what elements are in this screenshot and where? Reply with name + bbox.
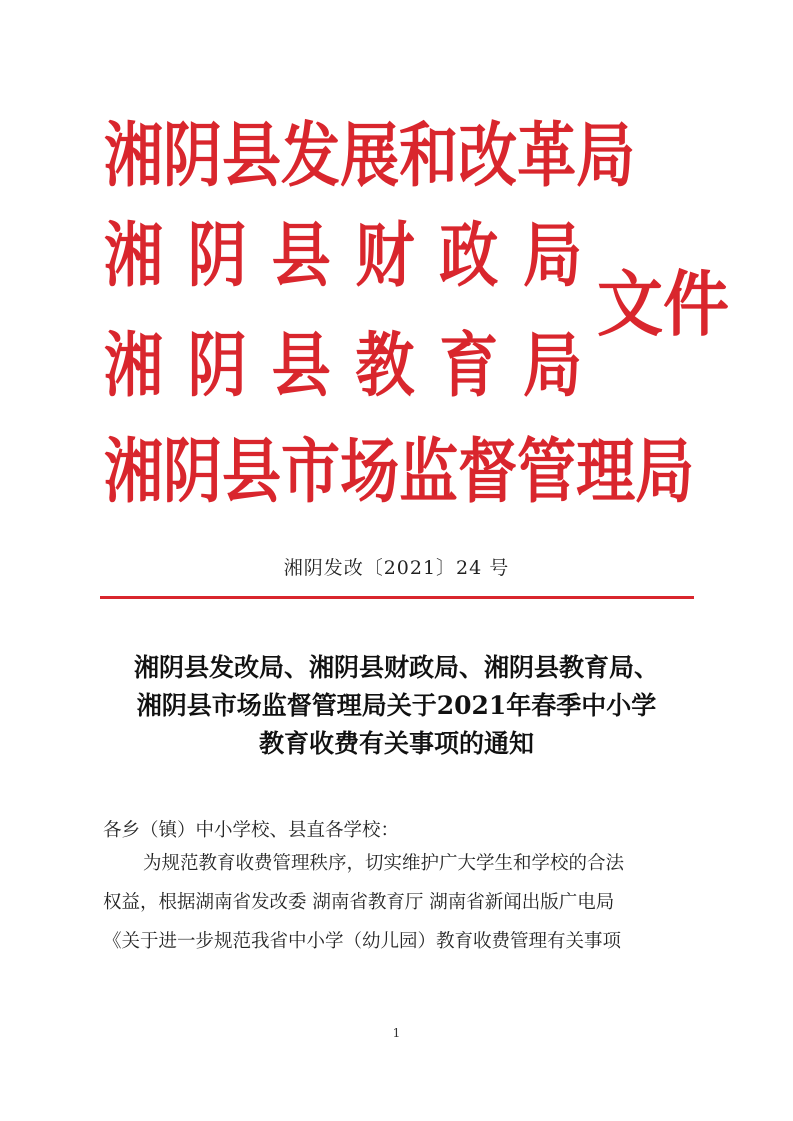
issuer-char: 教 [355, 324, 415, 406]
issuer-char: 监 [399, 430, 459, 512]
issuer-char: 湘 [104, 114, 164, 196]
issuer-char: 革 [517, 114, 577, 196]
issuer-char: 发 [281, 114, 341, 196]
issuer-char: 县 [222, 114, 282, 196]
notice-title-line-1: 湘阴县发改局、湘阴县财政局、湘阴县教育局、 [133, 653, 659, 682]
page-number: 1 [392, 1026, 401, 1040]
issuer-char: 湘 [104, 214, 164, 296]
issuer-char: 管 [517, 430, 577, 512]
issuer-char: 育 [439, 324, 499, 406]
issuer-char: 和 [399, 114, 459, 196]
issuer-char: 湘 [104, 430, 164, 512]
issuer-char: 财 [355, 214, 415, 296]
issuer-char: 场 [340, 430, 400, 512]
document-number: 湘阴发改〔2021〕24 号 [283, 557, 510, 579]
issuer-line-development-reform [104, 112, 636, 199]
issuer-char: 局 [635, 430, 695, 512]
issuer-char: 市 [281, 430, 341, 512]
issuer-line-education [104, 322, 582, 409]
issuer-char: 湘 [104, 324, 164, 406]
issuer-char: 政 [439, 214, 499, 296]
red-divider [100, 596, 694, 599]
issuer-char: 局 [576, 114, 636, 196]
notice-title-line-3: 教育收费有关事项的通知 [258, 729, 534, 758]
issuer-line-market-supervision [104, 428, 695, 515]
issuer-char: 改 [458, 114, 518, 196]
issuer-char: 阴 [187, 214, 247, 296]
issuer-char: 展 [340, 114, 400, 196]
document-header [0, 0, 793, 530]
issuer-char: 督 [458, 430, 518, 512]
salutation: 各乡（镇）中小学校、县直各学校： [103, 820, 400, 841]
issuer-char: 县 [222, 430, 282, 512]
issuer-char: 阴 [163, 114, 223, 196]
issuer-char: 县 [271, 214, 331, 296]
notice-title-line-2: 湘阴县市场监督管理局关于2021年春季中小学 [136, 691, 657, 720]
body-line-1: 为规范教育收费管理秩序，切实维护广大学生和学校的合法 [143, 853, 625, 874]
issuer-char: 县 [271, 324, 331, 406]
body-line-3: 《关于进一步规范我省中小学（幼儿园）教育收费管理有关事项 [103, 931, 622, 952]
issuer-char: 阴 [187, 324, 247, 406]
issuer-char: 局 [522, 214, 582, 296]
issuer-char: 局 [522, 324, 582, 406]
document-label: 文件 [597, 263, 729, 347]
issuer-char: 理 [576, 430, 636, 512]
issuer-char: 阴 [163, 430, 223, 512]
issuer-line-finance [104, 212, 582, 299]
body-line-2: 权益，根据湖南省发改委 湖南省教育厅 湖南省新闻出版广电局 [103, 892, 615, 913]
